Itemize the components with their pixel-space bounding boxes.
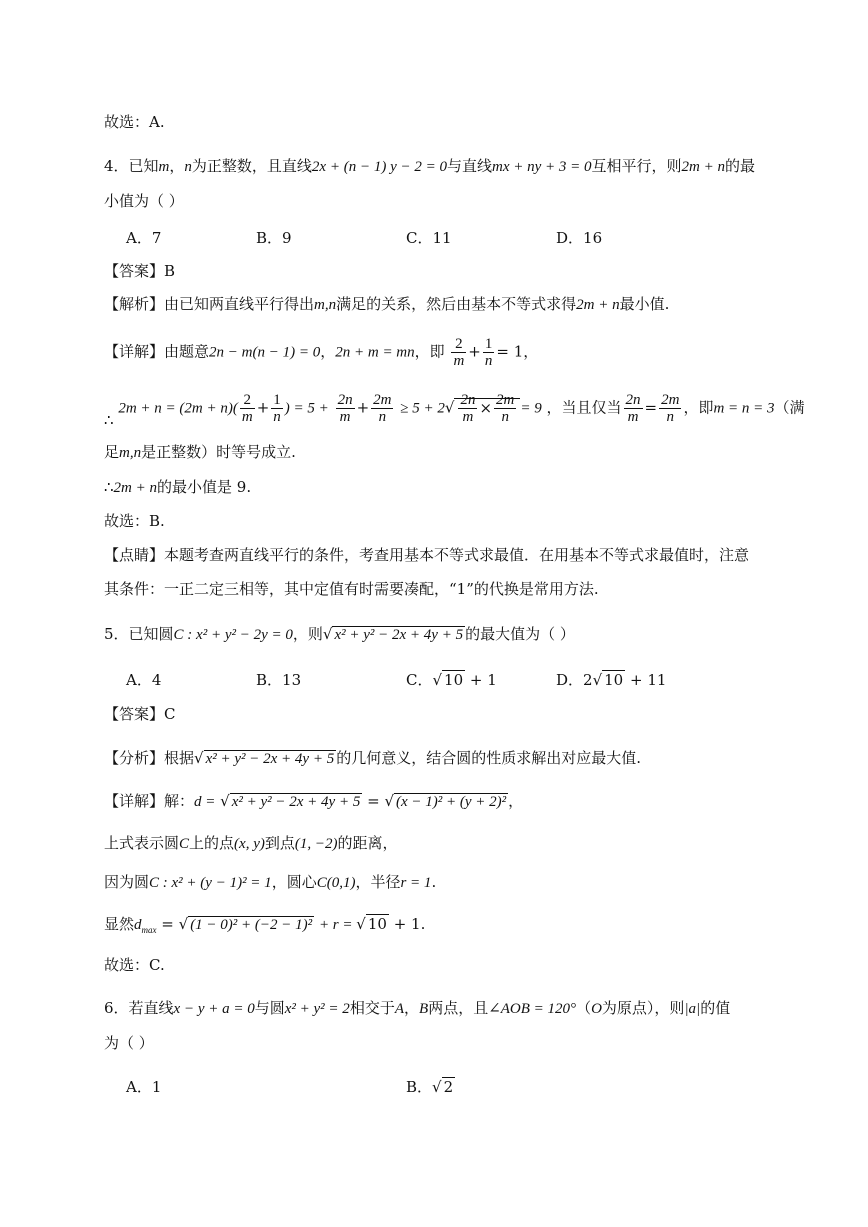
option-c: C．11 — [406, 229, 452, 247]
answer-label: 【答案】B — [104, 262, 176, 280]
answer-label: 【答案】C — [104, 705, 176, 723]
option-b: B．13 — [256, 671, 302, 689]
text-line: 故选：A. — [104, 113, 165, 131]
detail-line: 【详解】解：d = √ x² + y² − 2x + 4y + 5 = √ (x − 1)² + (y + 2)² ， — [104, 792, 524, 810]
comment-line: 【点睛】本题考查两直线平行的条件，考查用基本不等式求最值．在用基本不等式求最值时，注意 — [104, 546, 750, 564]
question-5-stem: 5．已知圆C : x² + y² − 2y = 0，则√ x² + y² − 2x + 4y + 5 的最大值为（ ） — [104, 625, 575, 643]
text-line: 上式表示圆C上的点(x, y)到点(1, −2)的距离， — [104, 834, 398, 852]
option-a: A．4 — [126, 671, 162, 689]
comment-line: 其条件：一正二定三相等，其中定值有时需要凑配，“1”的代换是常用方法. — [104, 580, 599, 598]
text-line: 小值为（ ） — [104, 192, 184, 210]
text-line: ∴2m + n的最小值是 9. — [104, 478, 252, 496]
option-b: B．√ 2 — [406, 1078, 454, 1096]
option-a: A．7 — [126, 229, 162, 247]
text-line: 故选：C. — [104, 956, 165, 974]
text-line: 因为圆C : x² + (y − 1)² = 1，圆心C(0,1)，半径r = 1. — [104, 873, 437, 891]
option-c: C．√ 10 + 1 — [406, 671, 497, 689]
analysis-line: 【分析】根据√ x² + y² − 2x + 4y + 5 的几何意义，结合圆的性质求解出对应最大值. — [104, 749, 641, 767]
text-line: 显然$d_{max}$ = √ (1 − 0)² + (−2 − 1)² + r = √ 10 + 1. — [104, 915, 426, 935]
option-a: A．1 — [126, 1078, 162, 1096]
option-d: D．2√ 10 + 11 — [556, 671, 667, 689]
option-d: D．16 — [556, 229, 603, 247]
question-6-stem: 6．若直线x − y + a = 0与圆x² + y² = 2相交于A，B两点，且∠AOB = 120°（O为原点），则|a|的值 — [104, 999, 731, 1017]
text-line: 足m,n是正整数）时等号成立. — [104, 443, 296, 461]
option-b: B．9 — [256, 229, 292, 247]
question-4-stem: 4．已知m，n为正整数，且直线2x + (n − 1) y − 2 = 0与直线mx + ny + 3 = 0互相平行，则2m + n的最 — [104, 157, 755, 175]
text-line: 故选：B. — [104, 512, 165, 530]
analysis-line: 【解析】由已知两直线平行得出m,n满足的关系，然后由基本不等式求得2m + n最小值. — [104, 295, 670, 313]
derivation-line: ∴ 2m + n = (2m + n)( $\frac{2}{m}$ + $\frac{1}{n}$ ) = 5 + $\frac{2n}{m}$ + $\frac{2m}{n}$ ≥ 5 + 2√ $\frac{2n}{m}$ × $\frac{2m}{n}$ = 9 ，当且仅当 $\frac{2n}{m}$ = $\frac{2m}{n}$ ，即m = n = 3（满 — [104, 392, 805, 429]
text-line: 为（ ） — [104, 1034, 154, 1052]
detail-line: 【详解】由题意2n − m(n − 1) = 0，2n + m = mn，即 $\frac{2}{m}$ + $\frac{1}{n}$ = 1， — [104, 336, 539, 369]
